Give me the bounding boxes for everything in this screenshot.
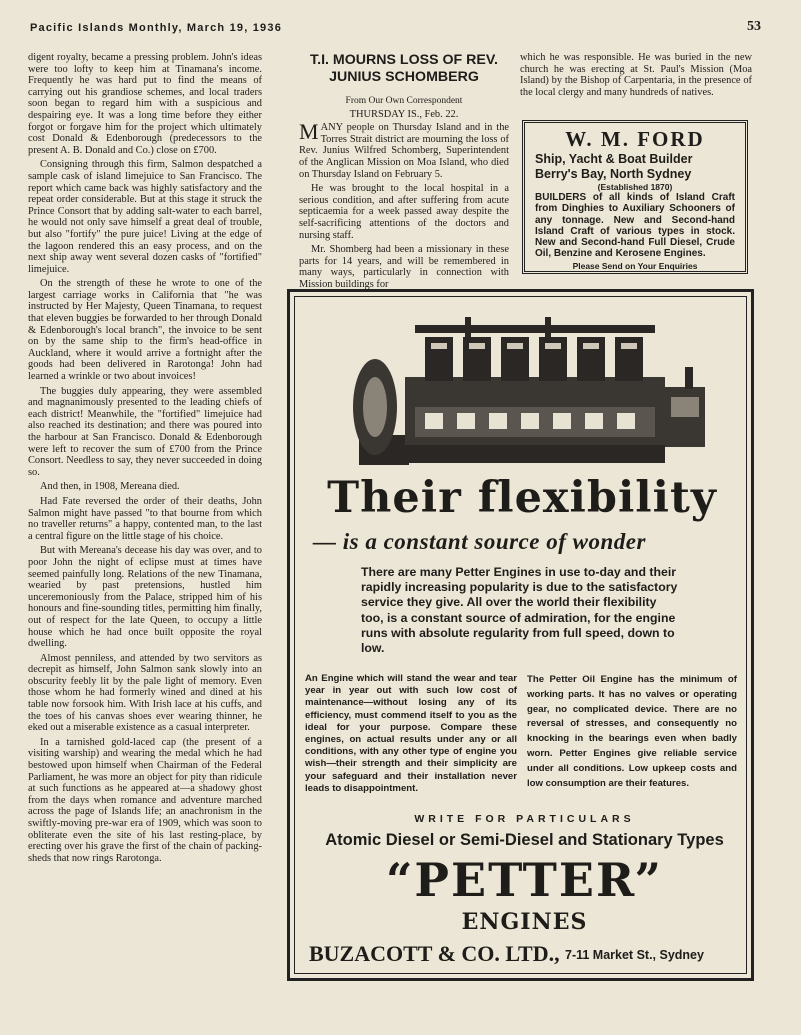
ford-line-2: Berry's Bay, North Sydney <box>535 167 692 181</box>
left-paragraph: The buggies duly appearing, they were assembled and magnanimously presented to the leading chiefs of each district! Meanwhile, the "fortified" limejuice had also reached its destination; and there was poured into the harbour at San Francisco. Donald & Edenborough were left to recover the sum of £700 from the Prince Consort. Needless to say, they never succeeded in doing so. <box>28 385 262 478</box>
ford-footer: Please Send on Your Enquiries <box>572 260 698 271</box>
running-title: Pacific Islands Monthly, March 19, 1936 <box>30 22 283 34</box>
left-paragraph: digent royalty, became a pressing problem. John's ideas were too lofty to keep him at Tinamana's income. Frequently he was hard put to find the means of carrying out his grandiose schemes, and local traders soon began to regard him with a suspicious and despairing eye. It was a long time before they either forgot or forgave him for the project which ultimately cost Donald & Edenborough (predecessors to the present A. B. Donald and Co.) close on £700. <box>28 52 262 156</box>
ford-body: BUILDERS of all kinds of Island Craft from Dinghies to Auxiliary Schooners of any tonnage. New and Second-hand Island Craft of various types in stock. New and Second-hand Full Diesel, Crude Oil, Benzine and Kerosene Engines. <box>535 192 735 260</box>
ad-headline: Their flexibility <box>327 473 717 523</box>
article-paragraph: He was brought to the local hospital in a serious condition, and after suffering from acute septicaemia for a week passed away despite the self-sacrificing attentions of the doctors and nursing staff. <box>299 183 509 241</box>
drop-cap: M <box>299 119 319 145</box>
company-name: BUZACOTT & CO. LTD., <box>309 941 560 966</box>
ad-intro: There are many Petter Engines in use to-day and their rapidly increasing popularity is due to the satisfactory service they give. All over the world their flexibility too, is a constant source of admiration, for the engine runs with absolute regularity from full speed, down to low. <box>361 565 678 656</box>
left-paragraph: And then, in 1908, Mereana died. <box>40 481 180 493</box>
dateline: THURSDAY IS., Feb. 22. <box>349 108 459 120</box>
left-paragraph: Consigning through this firm, Salmon despatched a sample cask of island limejuice to San Francisco. The report which came back was highly satisfactory and the repeat order considerable. But at this stage it struck the Prince Consort that by adding salt-water to each barrel, he would not only save himself a great deal of trouble, but also "fortify" the pure juice! Living at the edge of the lagoon rendered this an easy process, and on the next ship away went several dozen casks of "fortified" limejuice. <box>28 159 262 275</box>
petter-brand: “PETTER” <box>385 853 664 907</box>
write-for-particulars: WRITE FOR PARTICULARS <box>414 813 635 825</box>
petter-inner-frame <box>294 296 747 974</box>
page-number: 53 <box>747 19 761 34</box>
article-column <box>299 52 509 294</box>
ford-line-1: Ship, Yacht & Boat Builder <box>535 152 693 166</box>
left-paragraph: On the strength of these he wrote to one of the largest carriage works in California that "he was instructed by Her Majesty, Queen Tinamana, to request that eleven buggies be forwarded to her through Donald & Edenborough's local branch", the invoice to be sent on by the same ship to the firm's head-office in Auckland, where it would arrive a fortnight after the goods had been delivered in Rarotonga! John had learned a wrinkle or two about invoices! <box>28 278 262 383</box>
ford-established: (Established 1870) <box>597 182 673 192</box>
engines-word: ENGINES <box>461 909 588 935</box>
article-lead <box>299 119 509 180</box>
engine-illustration <box>345 317 735 475</box>
ad-paragraph-right: The Petter Oil Engine has the minimum of working parts. It has no valves or operating gear, no complicated device. There are no reversal of stresses, and consequently no knocking in the bearings even when badly worn. Petter Engines give reliable service under all conditions. Low upkeep costs and low consumption are their features. <box>527 674 737 789</box>
continuation-text: which he was responsible. He was buried in the new church he was erecting at St. Paul's Mission (Moa Island) by the Bishop of Carpentaria, in the presence of the local clergy and many hundreds of natives. <box>520 52 752 98</box>
left-column <box>28 52 262 982</box>
company-address: 7-11 Market St., Sydney <box>565 948 704 962</box>
ford-name: W. M. FORD <box>565 127 705 151</box>
left-paragraph: In a tarnished gold-laced cap (the present of a visiting warship) and wearing the medal which he had bestowed upon himself when Chairman of the Federal Parliament, he was more an object for pity than ridicule at such functions as he appeared at—a shadowy ghost from the days when romance and adventure marched across the page of Islands life; an anachronism in the swiftly-moving pre-war era of 1909, which was soon to obliterate even the site of his last resting-place, by erecting over his grave the first of the chain of packing-sheds that now rings Rarotonga. <box>28 736 262 864</box>
left-paragraph: But with Mereana's decease his day was over, and to poor John the night of eclipse must at times have seemed painfully long. Relations of the new Tinamana, wearied by past pretensions, hustled him unceremoniously from the Palace, stripped him of his honours and fine-sounding titles, permitting him finally, out of respect for the late Queen, to occupy a little house which he had once built opposite the royal dwelling. <box>28 545 262 650</box>
article-lead-text: ANY people on Thursday Island and in the Torres Strait district are mourning the loss of Rev. Junius Wilfred Schomberg, Superintendent of the Anglican Mission on Moa Island, who died on Thursday Island on February 5. <box>299 122 509 180</box>
ad-paragraph-left: An Engine which will stand the wear and tear year in year out with such low cost of maintenance—without losing any of its efficiency, must commend itself to you as the ideal for your purpose. Compare these engines, on actual results under any or all conditions, with any other type of engine you wish—their strength and their simplicity are your safeguard and their installation never leads to disappointment. <box>305 673 517 794</box>
article-paragraph: Mr. Shomberg had been a missionary in these parts for 14 years, and will be remembered in many ways, particularly in connection with Mission buildings for <box>299 244 509 290</box>
article-continuation <box>520 52 752 101</box>
correspondent-line: From Our Own Correspondent <box>345 96 463 106</box>
left-paragraph: Had Fate reversed the order of their deaths, John Salmon might have passed "to that bourne from which no traveller returns" a happy, contented man, to the last a central figure on the little stage of his choice. <box>28 495 262 542</box>
ford-advertisement <box>522 120 748 274</box>
petter-advertisement <box>287 289 754 981</box>
engine-types: Atomic Diesel or Semi-Diesel and Stationary Types <box>325 831 724 849</box>
left-paragraph: Almost penniless, and attended by two servitors as decrepit as himself, John Salmon sank slowly into an obscurity feebly lit by the pale light of memory. Even those whom he had formerly wined and dined at his table now forsook him. With Irish lace at his cuffs, and the toes of his canvas shoes ever wearing thinner, he eked out a miserable existence as a casual interpreter. <box>28 652 262 734</box>
ad-tagline: — is a constant source of wonder <box>313 529 646 554</box>
article-title: T.I. MOURNS LOSS OF REV. JUNIUS SCHOMBERG <box>310 52 498 85</box>
